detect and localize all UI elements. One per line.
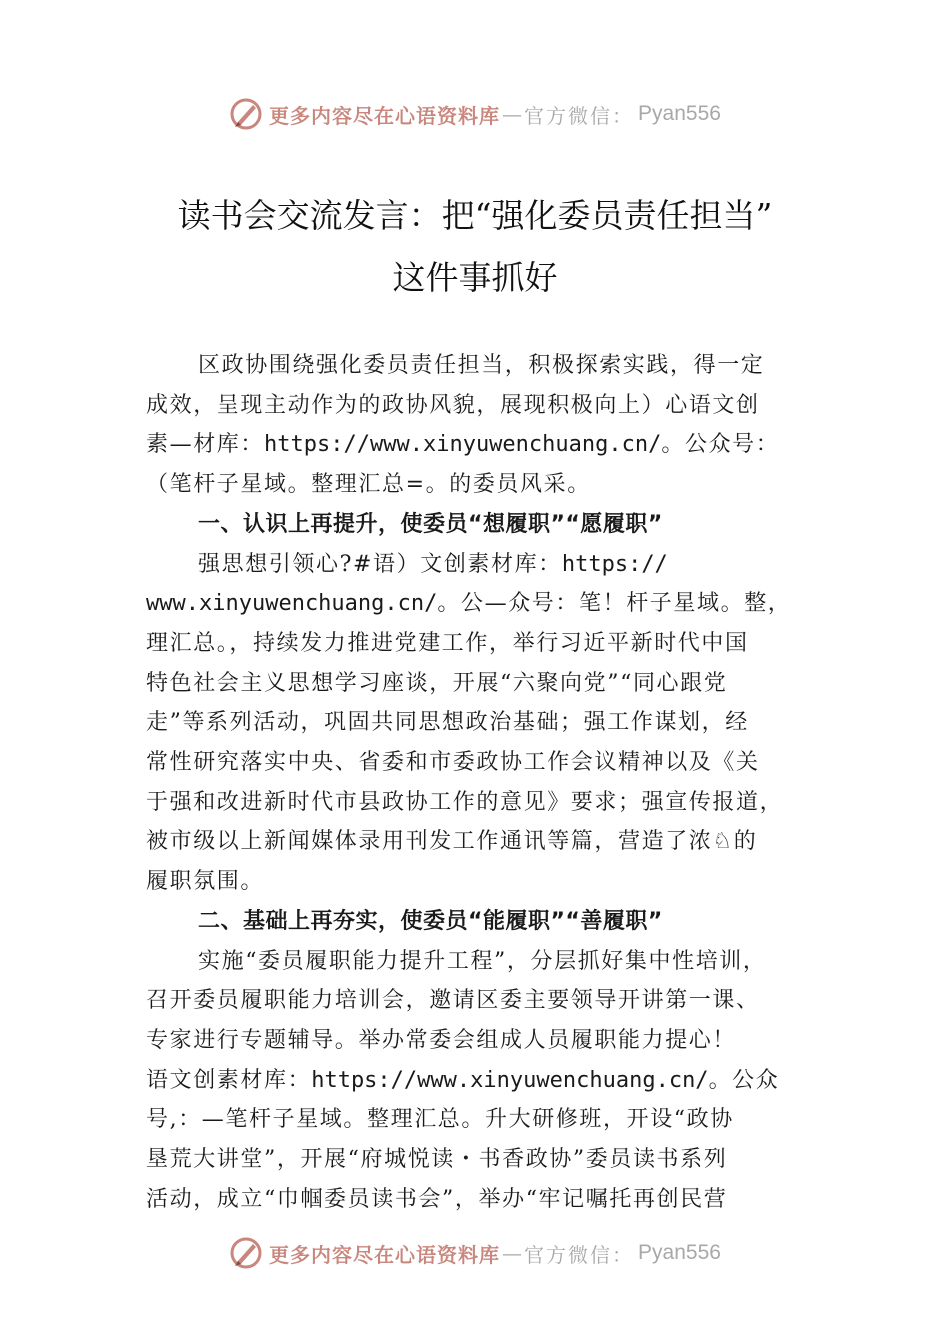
p2-line: 履职氛围。 — [146, 869, 265, 895]
banner-wechat-label: 官方微信： — [524, 1242, 635, 1267]
p2-text: 。公—众号：笔！杆子星域。整， — [437, 591, 792, 617]
p2-line: 常性研究落实中央、省委和市委政协工作会议精神以及《关 — [146, 750, 760, 776]
p3-line: 活动，成立“巾帼委员读书会”，举办“牢记嘱托再创民营 — [146, 1186, 728, 1212]
p2-line: 特色社会主义思想学习座谈，开展“六聚向党”“同心跟党 — [146, 670, 728, 696]
document-body — [146, 346, 822, 1219]
p2-line: 理汇总。，持续发力推进党建工作，举行习近平新时代中国 — [146, 630, 749, 656]
p2-text: 强思想引领心?#语）文创素材库： — [198, 551, 562, 577]
p3-line: 专家进行专题辅导。举办常委会组成人员履职能力提心！ — [146, 1027, 737, 1053]
p1-line: 区政协围绕强化委员责任担当，积极探索实践，得一定 — [198, 353, 765, 378]
logo-icon — [229, 1236, 263, 1270]
header-banner — [0, 94, 950, 134]
p3-line: 召开委员履职能力培训会，邀请区委主要领导开讲第一课、 — [146, 988, 760, 1014]
p2-line: 走”等系列活动，巩固共同思想政治基础；强工作谋划，经 — [146, 710, 749, 736]
p2-line: 于强和改进新时代市县政协工作的意见》要求；强宣传报道， — [146, 789, 784, 815]
section-heading-2: 二、基础上再夯实，使委员“能履职”“善履职” — [198, 908, 663, 934]
p3-line: 号,：—笔杆子星域。整理汇总。升大研修班，开设“政协 — [146, 1107, 734, 1133]
banner-brand: 更多内容尽在心语资料库 — [269, 1242, 501, 1267]
website-link[interactable]: https://www.xinyuwenchuang.cn/ — [311, 1067, 709, 1093]
logo-icon — [229, 97, 263, 131]
p3-text: 语文创素材库： — [146, 1067, 312, 1093]
banner-separator: — — [502, 102, 523, 126]
p3-text: 。公众 — [708, 1067, 780, 1093]
banner-wechat-id: Pyan556 — [638, 1241, 721, 1264]
website-link[interactable]: https://www.xinyuwenchuang.cn/ — [264, 432, 662, 458]
title-line-1: 读书会交流发言：把“强化委员责任担当” — [177, 196, 773, 235]
p3-line: 垦荒大讲堂”，开展“府城悦读・书香政协”委员读书系列 — [146, 1147, 728, 1173]
p1-text: 素—材库： — [146, 432, 265, 458]
p1-line — [146, 425, 822, 465]
p3-line — [146, 1061, 822, 1101]
banner-wechat-label: 官方微信： — [524, 103, 635, 128]
banner-brand: 更多内容尽在心语资料库 — [269, 103, 501, 128]
banner-wechat-id: Pyan556 — [638, 102, 721, 125]
p2-line — [198, 545, 822, 585]
p3-line: 实施“委员履职能力提升工程”，分层抓好集中性培训， — [198, 948, 767, 974]
website-link[interactable]: www.xinyuwenchuang.cn/ — [146, 591, 438, 617]
p2-line — [146, 584, 822, 624]
website-link[interactable]: https:// — [561, 551, 668, 577]
document-title — [0, 185, 950, 309]
title-line-2: 这件事抓好 — [392, 258, 558, 297]
footer-banner — [0, 1233, 950, 1273]
p2-line: 被市级以上新闻媒体录用刊发工作通讯等篇，营造了浓♘的 — [146, 829, 758, 855]
p1-text: 。公众号： — [661, 432, 780, 458]
section-heading-1: 一、认识上再提升，使委员“想履职”“愿履职” — [198, 511, 663, 537]
p1-line: 成效，呈现主动作为的政协风貌，展现积极向上）心语文创 — [146, 392, 760, 418]
banner-separator: — — [502, 1241, 523, 1265]
p1-line: （笔杆子星域。整理汇总=。的委员风采。 — [146, 472, 591, 498]
